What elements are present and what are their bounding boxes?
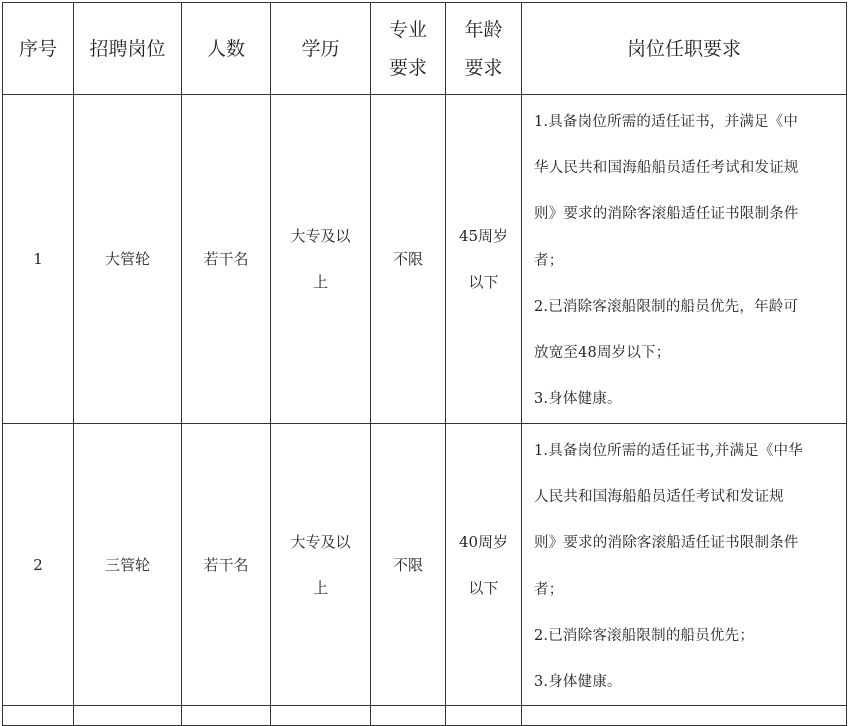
table-row [3, 424, 847, 706]
requirement-line: 3.身体健康。 [534, 674, 622, 691]
header-age-line-1: 年龄 [464, 18, 503, 41]
cell-empty [522, 706, 847, 726]
requirement-line: 2.已消除客滚船限制的船员优先； [534, 627, 755, 644]
requirement-line: 则》要求的消除客滚船适任证书限制条件 [534, 206, 799, 223]
header-age-line-2: 要求 [464, 56, 503, 79]
header-seq: 序号 [3, 3, 74, 95]
cell-empty [271, 706, 371, 726]
cell-age-line-1: 40周岁 [458, 532, 509, 551]
requirement-line: 则》要求的消除客滚船适任证书限制条件 [534, 535, 799, 552]
requirement-line: 华人民共和国海船船员适任考试和发证规 [534, 160, 799, 177]
cell-position: 三管轮 [74, 424, 182, 706]
cell-requirements [522, 95, 847, 424]
header-age [446, 3, 522, 95]
cell-seq: 1 [3, 95, 74, 424]
cell-education-line-2: 上 [312, 273, 328, 291]
header-major-line-1: 专业 [388, 18, 427, 41]
requirement-line: 者； [534, 252, 564, 269]
cell-education-line-1: 大专及以 [290, 227, 351, 245]
cell-count: 若干名 [182, 95, 271, 424]
cell-age-line-2: 以下 [468, 578, 499, 597]
header-count: 人数 [182, 3, 271, 95]
cell-age [446, 95, 522, 424]
cell-age-line-1: 45周岁 [458, 227, 509, 245]
cell-age [446, 424, 522, 706]
cell-age-line-2: 以下 [468, 273, 499, 291]
cell-empty [371, 706, 446, 726]
recruitment-table [2, 2, 847, 726]
header-requirements: 岗位任职要求 [522, 3, 847, 95]
cell-empty [74, 706, 182, 726]
requirement-line: 1.具备岗位所需的适任证书,并满足《中华 [534, 443, 803, 459]
header-position: 招聘岗位 [74, 3, 182, 95]
header-education: 学历 [271, 3, 371, 95]
cell-position: 大管轮 [74, 95, 182, 424]
table-row [3, 95, 847, 424]
header-major-line-2: 要求 [388, 56, 427, 79]
cell-major: 不限 [371, 424, 446, 706]
table-row-partial [3, 706, 847, 726]
cell-education [271, 95, 371, 424]
requirement-line: 2.已消除客滚船限制的船员优先，年龄可 [534, 298, 799, 315]
cell-seq: 2 [3, 424, 74, 706]
requirement-line: 3.身体健康。 [534, 391, 622, 408]
cell-empty [3, 706, 74, 726]
header-major [371, 3, 446, 95]
requirement-line: 放宽至48周岁以下； [534, 345, 671, 362]
header-row [3, 3, 847, 95]
requirement-line: 人民共和国海船船员适任考试和发证规 [534, 489, 784, 506]
cell-education-line-2: 上 [312, 578, 328, 597]
cell-requirements [522, 424, 847, 706]
requirement-line: 者； [534, 581, 564, 598]
requirement-line: 1.具备岗位所需的适任证书，并满足《中 [534, 114, 799, 130]
cell-education [271, 424, 371, 706]
cell-count: 若干名 [182, 424, 271, 706]
cell-education-line-1: 大专及以 [290, 532, 351, 551]
cell-major: 不限 [371, 95, 446, 424]
cell-empty [446, 706, 522, 726]
cell-empty [182, 706, 271, 726]
